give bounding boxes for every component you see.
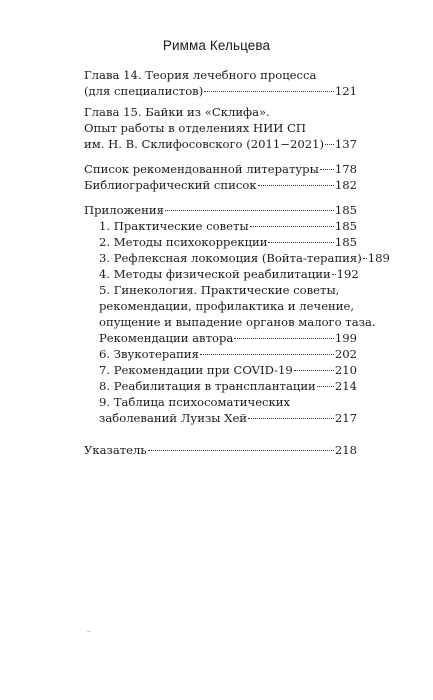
toc-page-number: 199 [334,331,357,345]
toc-entry-title: 2. Методы психокоррекции [99,235,268,249]
toc-page-number: 210 [334,363,357,377]
dot-leader [250,226,334,227]
dot-leader [200,354,334,355]
toc-entry-line: рекомендации, профилактика и лечение, [99,299,355,313]
toc-entry-appendix-5 [84,282,376,346]
toc-entry-title: Список рекомендованной литературы [84,162,319,176]
toc-entry-appendix-7 [84,362,357,378]
dot-leader [204,91,334,92]
toc-page-number: 185 [334,235,357,249]
dot-leader [363,258,367,259]
toc-entry-title: (для специалистов) [84,84,204,98]
dot-leader [165,210,334,211]
table-of-contents [84,67,390,458]
dot-leader [294,370,334,371]
toc-entry-appendix-3 [84,250,390,266]
toc-entry-title: Библиографический список [84,178,257,192]
dot-leader [148,450,334,451]
toc-entry-title: 4. Методы физической реабилитации [99,267,331,281]
toc-entry-title: им. Н. В. Склифосовского (2011−2021) [84,137,324,151]
running-head-author: Римма Кельцева [162,38,271,53]
toc-entry-appendix-8 [84,378,357,394]
toc-page-number: 189 [367,251,390,265]
toc-page-number: 185 [334,203,357,217]
toc-entry-appendix-1 [84,218,357,234]
toc-entry-title: 6. Звукотерапия [99,347,199,361]
toc-entry-appendix-4 [84,266,357,282]
dot-leader [268,242,333,243]
toc-page-number: 121 [334,84,357,98]
toc-entry-line: Опыт работы в отделениях НИИ СП [84,121,307,135]
toc-entry-title: 3. Рефлексная локомоция (Войта-терапия) [99,251,362,265]
toc-page-number: 217 [334,411,357,425]
toc-page-number: 137 [334,137,357,151]
toc-entry-line: опущение и выпадение органов малого таза. [99,315,376,329]
dot-leader [234,338,334,339]
toc-entry-title: 8. Реабилитация в трансплантации [99,379,316,393]
toc-entry-title: Рекомендации автора [99,331,234,345]
toc-entry-chapter-14 [84,67,357,99]
toc-page-number: 218 [334,443,357,457]
toc-entry-title: 7. Рекомендации при COVID-19 [99,363,293,377]
toc-entry-title: Приложения [84,203,164,217]
toc-entry-line: Глава 15. Байки из «Склифа». [84,105,270,119]
toc-entry-title: заболеваний Луизы Хей [99,411,248,425]
dot-leader [248,418,334,419]
dot-leader [320,169,334,170]
dot-leader [332,274,336,275]
toc-entry-line: 5. Гинекология. Практические советы, [99,283,340,297]
toc-entry-appendices [84,202,357,218]
toc-entry-line: Глава 14. Теория лечебного процесса [84,68,317,82]
toc-page-number: 178 [334,162,357,176]
toc-entry-appendix-9 [84,394,357,426]
toc-entry-title: 1. Практические советы [99,219,249,233]
toc-page-number: 192 [336,267,359,281]
toc-entry-bibliography [84,177,357,193]
toc-page-number: 185 [334,219,357,233]
dot-leader [258,185,334,186]
toc-page-number: 202 [334,347,357,361]
toc-entry-appendix-6 [84,346,357,362]
toc-entry-recommended-literature [84,161,357,177]
toc-page-number: 182 [334,178,357,192]
dot-leader [325,144,334,145]
toc-entry-title: Указатель [84,443,147,457]
toc-entry-line: 9. Таблица психосоматических [99,395,291,409]
toc-entry-chapter-15 [84,104,357,152]
toc-page-number: 214 [334,379,357,393]
dot-leader [317,386,334,387]
toc-entry-index [84,442,357,458]
print-mark [87,631,91,632]
toc-entry-appendix-2 [84,234,357,250]
